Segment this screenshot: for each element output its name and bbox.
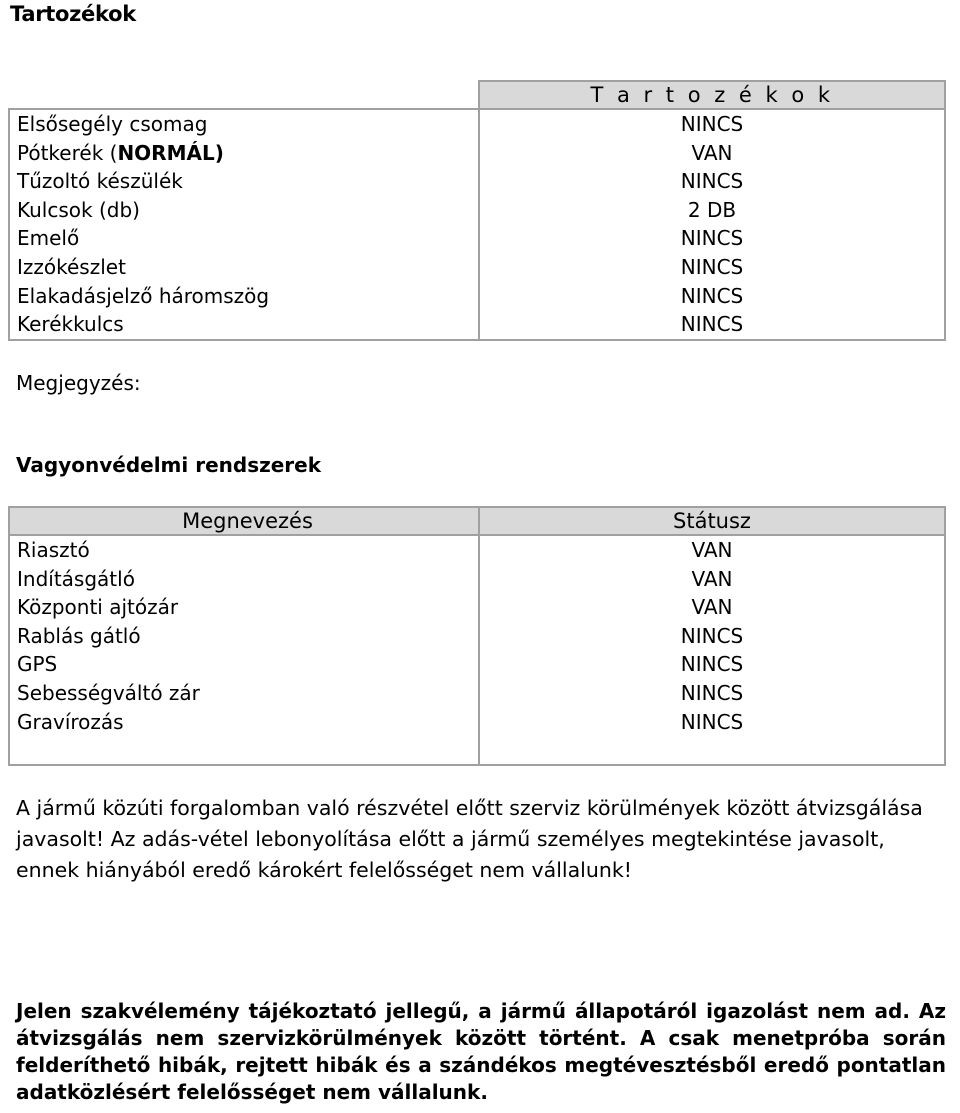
accessory-name: Tűzoltó készülék — [17, 169, 183, 194]
accessories-header-row — [9, 81, 945, 109]
accessories-values — [479, 109, 945, 340]
note-label: Megjegyzés: — [16, 371, 141, 395]
security-name: Központi ajtózár — [17, 595, 179, 620]
accessories-body — [9, 109, 945, 340]
accessories-header-blank — [9, 81, 479, 109]
security-value: NINCS — [680, 623, 744, 648]
security-value: VAN — [691, 595, 733, 620]
accessory-value: VAN — [691, 140, 733, 165]
security-name: Rablás gátló — [17, 623, 141, 648]
accessory-name: Pótkerék (NORMÁL) — [17, 140, 224, 165]
disclaimer-paragraph: A jármű közúti forgalomban való részvétel előtt szerviz körülmények között átvizsgálása javasolt! Az adás-vétel lebonyolítása előtt a jármű személyes megtekintése javasolt, ennek hiányából eredő károkért felelősséget nem vállalunk! — [16, 796, 923, 882]
accessory-name: Izzókészlet — [17, 254, 126, 279]
accessory-name: Elsősegély csomag — [17, 112, 208, 136]
security-name: Indításgátló — [17, 566, 135, 591]
security-blank-row — [17, 736, 478, 764]
security-values — [479, 535, 945, 765]
accessory-name: Kerékkulcs — [17, 312, 124, 337]
security-name: Sebességváltó zár — [17, 680, 200, 705]
security-value: NINCS — [680, 652, 744, 677]
security-header-row — [9, 507, 945, 535]
accessory-name: Elakadásjelző háromszög — [17, 283, 270, 308]
security-blank-row — [480, 736, 944, 764]
accessory-value: NINCS — [680, 226, 744, 251]
security-name: GPS — [17, 652, 58, 677]
accessory-name: Kulcsok (db) — [17, 197, 140, 222]
accessory-value: NINCS — [680, 312, 744, 337]
security-names — [9, 535, 479, 765]
accessory-name: Emelő — [17, 226, 80, 251]
security-heading: Vagyonvédelmi rendszerek — [16, 453, 322, 477]
expert-opinion-disclaimer: Jelen szakvélemény tájékoztató jellegű, a jármű állapotáról igazolást nem ad. Az átvizsgálás nem szervizkörülmények között történt. A csak menetpróba során felderíthető hibák, rejtett hibák és a szándékos megtévesztésből eredő pontatlan adatközlésért felelősséget nem vállalunk. — [16, 999, 946, 1104]
security-value: VAN — [691, 566, 733, 591]
accessory-value: 2 DB — [687, 197, 737, 222]
security-col-name: Megnevezés — [9, 507, 479, 535]
security-name: Riasztó — [17, 538, 90, 562]
accessories-header: T a r t o z é k o k — [479, 81, 945, 109]
security-col-status: Státusz — [479, 507, 945, 535]
accessories-table — [8, 80, 946, 341]
accessories-names — [9, 109, 479, 340]
security-value: NINCS — [680, 709, 744, 734]
security-table — [8, 506, 946, 766]
accessory-value: NINCS — [680, 112, 744, 136]
security-value: NINCS — [680, 680, 744, 705]
security-name: Gravírozás — [17, 709, 124, 734]
page-title: Tartozékok — [10, 2, 136, 26]
security-body — [9, 535, 945, 765]
accessory-value: NINCS — [680, 254, 744, 279]
accessory-value: NINCS — [680, 169, 744, 194]
accessory-value: NINCS — [680, 283, 744, 308]
security-value: VAN — [691, 538, 733, 562]
